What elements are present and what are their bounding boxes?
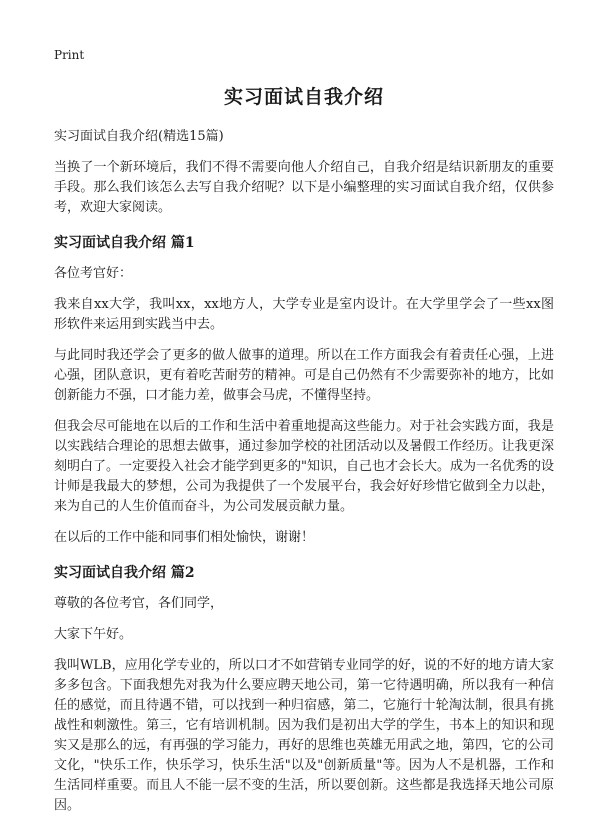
paragraph: 但我会尽可能地在以后的工作和生活中着重地提高这些能力。对于社会实践方面，我是以实践结合理论的思想去做事，通过参加学校的社团活动以及暑假工作经历。让我更深刻明白了。一定要投入社会才能学到更多的"知识，自己也才会长大。成为一名优秀的设计师是我最大的梦想，公司为我提供了一个发展平台，我会好好珍惜它做到全力以赴，来为自己的人生价值而奋斗，为公司发展贡献力量。: [54, 419, 554, 514]
section-heading: 实习面试自我介绍 篇1: [54, 235, 195, 251]
paragraph: 在以后的工作中能和同事们相处愉快，谢谢！: [54, 530, 315, 545]
document-subtitle: 实习面试自我介绍(精选15篇): [54, 129, 224, 144]
paragraph: 我叫WLB，应用化学专业的，所以口才不如营销专业同学的好，说的不好的地方请大家多多包含。下面我想先对我为什么要应聘天地公司，第一它待遇明确，所以我有一种信任的感觉，而且待遇不错，可以找到一种归宿感，第二，它施行十轮淘汰制，很具有挑战性和刺激性。第三，它有培训机制。因为我们是初出大学的学生，书本上的知识和现实又是那么的远，有再强的学习能力，再好的思维也英雄无用武之地，第四，它的公司文化，"快乐工作，快乐学习，快乐生活"以及"创新质量"等。因为人不是机器，工作和生活同样重要。而且人不能一层不变的生活，所以要创新。这些都是我选择天地公司原因。: [54, 658, 554, 813]
paragraph: 各位考官好：: [54, 266, 133, 281]
paragraph: 我来自xx大学，我叫xx，xx地方人，大学专业是室内设计。在大学里学会了一些xx图形软件来运用到实践当中去。: [54, 297, 554, 332]
section-heading: 实习面试自我介绍 篇2: [54, 565, 195, 581]
section-1: [54, 232, 554, 548]
section-2: [54, 562, 554, 816]
document-page: [54, 44, 554, 827]
document-title: 实习面试自我介绍: [223, 86, 384, 108]
paragraph: 尊敬的各位考官，各们同学，: [54, 596, 224, 611]
print-link[interactable]: Print: [54, 48, 85, 62]
paragraph: 与此同时我还学会了更多的做人做事的道理。所以在工作方面我会有着责任心强，上进心强，团队意识，更有着吃苦耐劳的精神。可是自己仍然有不少需要弥补的地方，比如创新能力不强，口才能力差，做事会马虎，不懂得坚持。: [54, 348, 554, 403]
intro-paragraph: 当换了一个新环境后，我们不得不需要向他人介绍自己，自我介绍是结识新朋友的重要手段。那么我们该怎么去写自我介绍呢？以下是小编整理的实习面试自我介绍，仅供参考，欢迎大家阅读。: [54, 160, 554, 215]
paragraph: 大家下午好。: [54, 627, 133, 642]
